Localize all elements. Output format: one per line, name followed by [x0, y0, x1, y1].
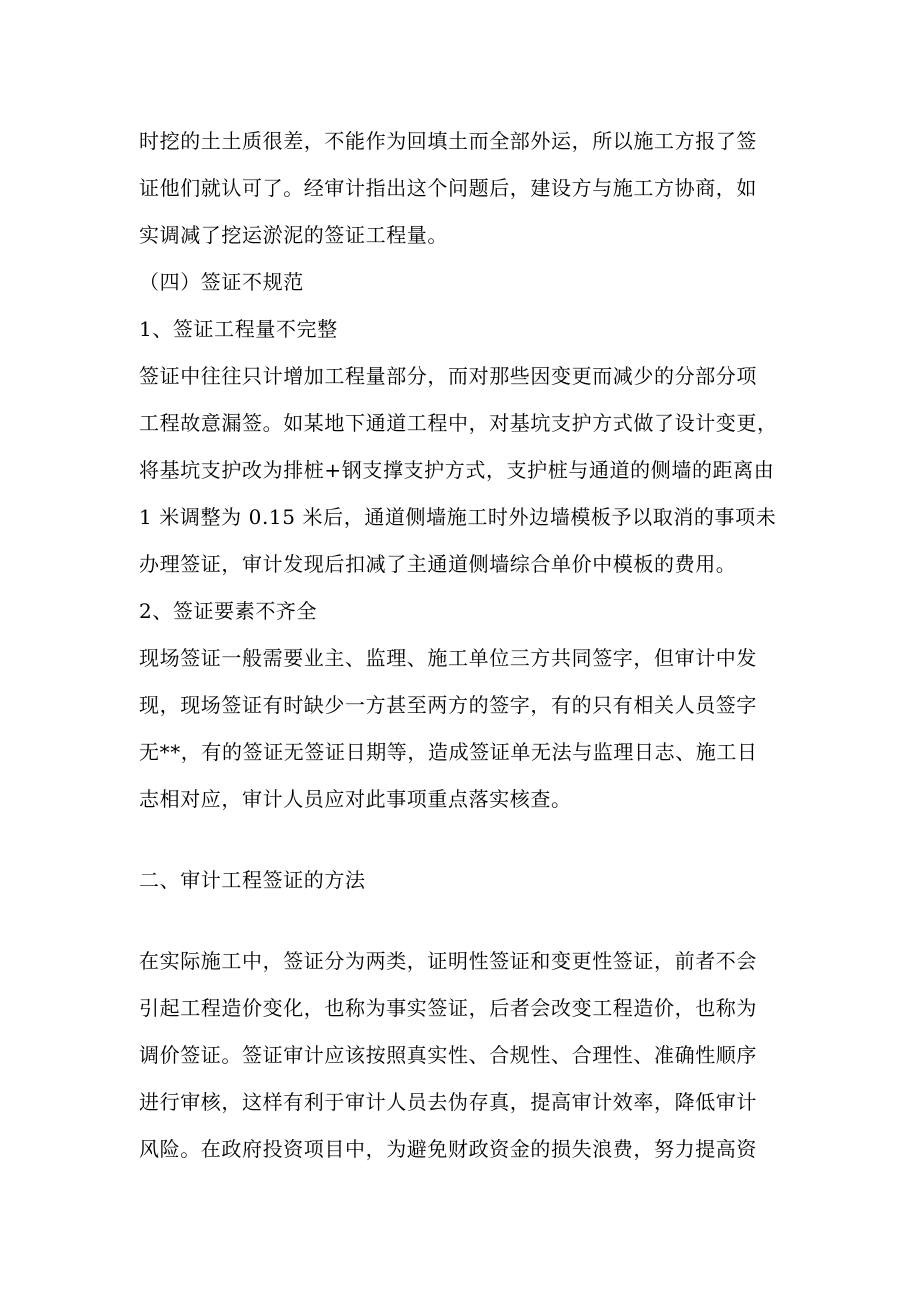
paragraph-incomplete-quantity — [139, 353, 779, 588]
paragraph-audit-method — [139, 938, 779, 1173]
text-line: 无**，有的签证无签证日期等，造成签证单无法与监理日志、施工日 — [139, 740, 758, 764]
text-line: 引起工程造价变化，也称为事实签证，后者会改变工程造价，也称为 — [139, 996, 757, 1020]
document-page — [139, 118, 779, 1173]
paragraph-incomplete-elements — [139, 635, 779, 823]
text-line: 办理签证，审计发现后扣减了主通道侧墙综合单价中模板的费用。 — [139, 552, 737, 576]
text-line: 签证中往往只计增加工程量部分，而对那些因变更而减少的分部分项 — [139, 364, 757, 388]
section-heading-2: 二、审计工程签证的方法 — [139, 868, 366, 892]
text-line: 实调减了挖运淤泥的签证工程量。 — [139, 223, 448, 247]
text-line: 进行审核，这样有利于审计人员去伪存真，提高审计效率，降低审计 — [139, 1090, 757, 1114]
text-line: 证他们就认可了。经审计指出这个问题后，建设方与施工方协商，如 — [139, 176, 757, 200]
text-line: 在实际施工中，签证分为两类，证明性签证和变更性签证，前者不会 — [139, 949, 757, 973]
subheading-2: 2、签证要素不齐全 — [139, 599, 318, 623]
text-line: 现场签证一般需要业主、监理、施工单位三方共同签字，但审计中发 — [139, 646, 757, 670]
text-line: 将基坑支护改为排桩+钢支撑支护方式，支护桩与通道的侧墙的距离由 — [139, 458, 775, 482]
text-line: 风险。在政府投资项目中，为避免财政资金的损失浪费，努力提高资 — [139, 1137, 757, 1161]
text-line: 调价签证。签证审计应该按照真实性、合规性、合理性、准确性顺序 — [139, 1043, 757, 1067]
text-line: 志相对应，审计人员应对此事项重点落实核查。 — [139, 787, 572, 811]
subheading-1: 1、签证工程量不完整 — [139, 317, 338, 341]
text-line: 1 米调整为 0.15 米后，通道侧墙施工时外边墙模板予以取消的事项未 — [139, 505, 777, 529]
text-line: 工程故意漏签。如某地下通道工程中，对基坑支护方式做了设计变更， — [139, 411, 778, 435]
text-line: 时挖的土土质很差，不能作为回填土而全部外运，所以施工方报了签 — [139, 129, 757, 153]
section-heading-4: （四）签证不规范 — [139, 270, 304, 294]
paragraph-continuation — [139, 118, 779, 259]
text-line: 现，现场签证有时缺少一方甚至两方的签字，有的只有相关人员签字 — [139, 693, 757, 717]
